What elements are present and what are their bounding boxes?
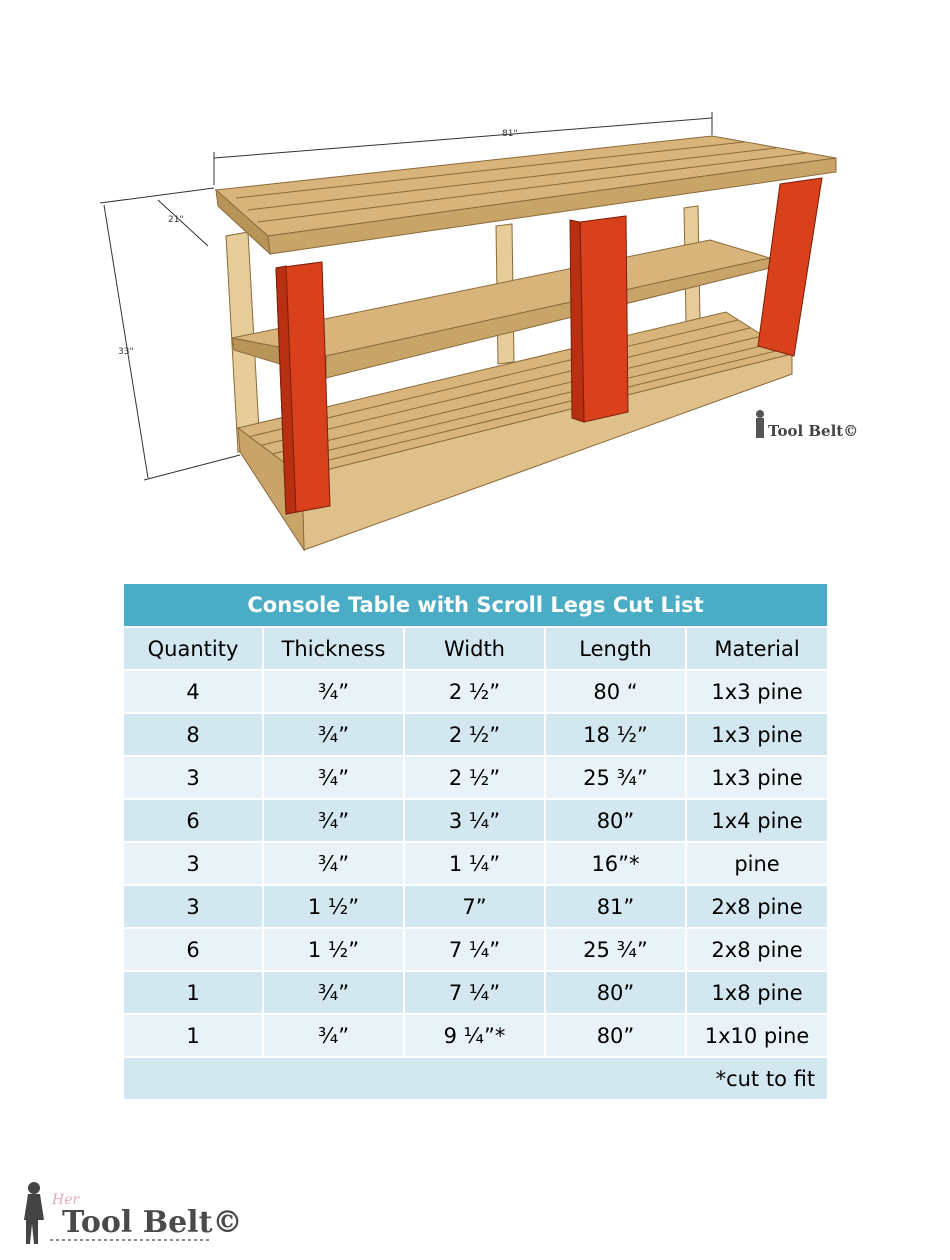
logo-script-text: Her bbox=[52, 1192, 80, 1208]
footnote: *cut to fit bbox=[124, 1058, 827, 1101]
table-cell: 80” bbox=[546, 972, 687, 1015]
table-cell: 1x3 pine bbox=[687, 714, 827, 757]
table-cell: pine bbox=[687, 843, 827, 886]
table-row bbox=[124, 757, 827, 800]
table-cell: ¾” bbox=[264, 1015, 405, 1058]
table-cell: 8 bbox=[124, 714, 264, 757]
table-cell: 2 ½” bbox=[405, 757, 546, 800]
table-cell: 1 ½” bbox=[264, 886, 405, 929]
front-leg-middle bbox=[580, 216, 628, 422]
logo-main-text: Tool Belt© bbox=[62, 1205, 243, 1240]
column-header: Length bbox=[546, 628, 687, 671]
table-cell: 80” bbox=[546, 1015, 687, 1058]
header-row bbox=[124, 628, 827, 671]
table-cell: 7 ¼” bbox=[405, 929, 546, 972]
table-cell: 6 bbox=[124, 929, 264, 972]
table-row bbox=[124, 800, 827, 843]
table-cell: 7 ¼” bbox=[405, 972, 546, 1015]
illustration-watermark bbox=[756, 410, 858, 440]
table-cell: 1 ¼” bbox=[405, 843, 546, 886]
table-cell: ¾” bbox=[264, 843, 405, 886]
table-cell: 80 “ bbox=[546, 671, 687, 714]
table-cell: ¾” bbox=[264, 972, 405, 1015]
woman-silhouette-icon bbox=[24, 1182, 44, 1244]
table-cell: 7” bbox=[405, 886, 546, 929]
table-row bbox=[124, 671, 827, 714]
table-top bbox=[216, 136, 836, 236]
table-row bbox=[124, 843, 827, 886]
column-header: Quantity bbox=[124, 628, 264, 671]
cut-list-table bbox=[124, 584, 827, 1101]
column-header: Thickness bbox=[264, 628, 405, 671]
table-cell: 80” bbox=[546, 800, 687, 843]
table-cell: 9 ¼”* bbox=[405, 1015, 546, 1058]
table-cell: 2x8 pine bbox=[687, 929, 827, 972]
table-cell: 1 bbox=[124, 1015, 264, 1058]
table-cell: 18 ½” bbox=[546, 714, 687, 757]
table-row bbox=[124, 929, 827, 972]
table-cell: 1x3 pine bbox=[687, 757, 827, 800]
table-cell: 6 bbox=[124, 800, 264, 843]
table-cell: ¾” bbox=[264, 757, 405, 800]
table-cell: 2x8 pine bbox=[687, 886, 827, 929]
table-cell: 4 bbox=[124, 671, 264, 714]
table-row bbox=[124, 1015, 827, 1058]
table-cell: 16”* bbox=[546, 843, 687, 886]
dimension-length-label: 81" bbox=[502, 129, 518, 139]
table-cell: ¾” bbox=[264, 671, 405, 714]
table-cell: ¾” bbox=[264, 800, 405, 843]
table-cell: 1x8 pine bbox=[687, 972, 827, 1015]
table-cell: 1 bbox=[124, 972, 264, 1015]
table-cell: 25 ¾” bbox=[546, 757, 687, 800]
table-cell: 2 ½” bbox=[405, 671, 546, 714]
table-cell: 1x3 pine bbox=[687, 671, 827, 714]
column-header: Material bbox=[687, 628, 827, 671]
table-cell: 3 ¼” bbox=[405, 800, 546, 843]
table-cell: 1x4 pine bbox=[687, 800, 827, 843]
table-cell: 25 ¾” bbox=[546, 929, 687, 972]
table-cell: ¾” bbox=[264, 714, 405, 757]
table-title: Console Table with Scroll Legs Cut List bbox=[124, 584, 827, 628]
table-row bbox=[124, 886, 827, 929]
table-cell: 1 ½” bbox=[264, 929, 405, 972]
table-cell: 81” bbox=[546, 886, 687, 929]
console-table-illustration bbox=[0, 0, 950, 570]
table-cell: 3 bbox=[124, 886, 264, 929]
table-cell: 2 ½” bbox=[405, 714, 546, 757]
table-row bbox=[124, 714, 827, 757]
dimension-depth-label: 21" bbox=[168, 215, 184, 225]
column-header: Width bbox=[405, 628, 546, 671]
table-cell: 3 bbox=[124, 757, 264, 800]
tool-belt-logo bbox=[20, 1180, 243, 1246]
table-cell: 3 bbox=[124, 843, 264, 886]
dimension-height-label: 33" bbox=[118, 347, 134, 357]
table-row bbox=[124, 972, 827, 1015]
table-cell: 1x10 pine bbox=[687, 1015, 827, 1058]
watermark-text: Tool Belt© bbox=[768, 422, 859, 440]
